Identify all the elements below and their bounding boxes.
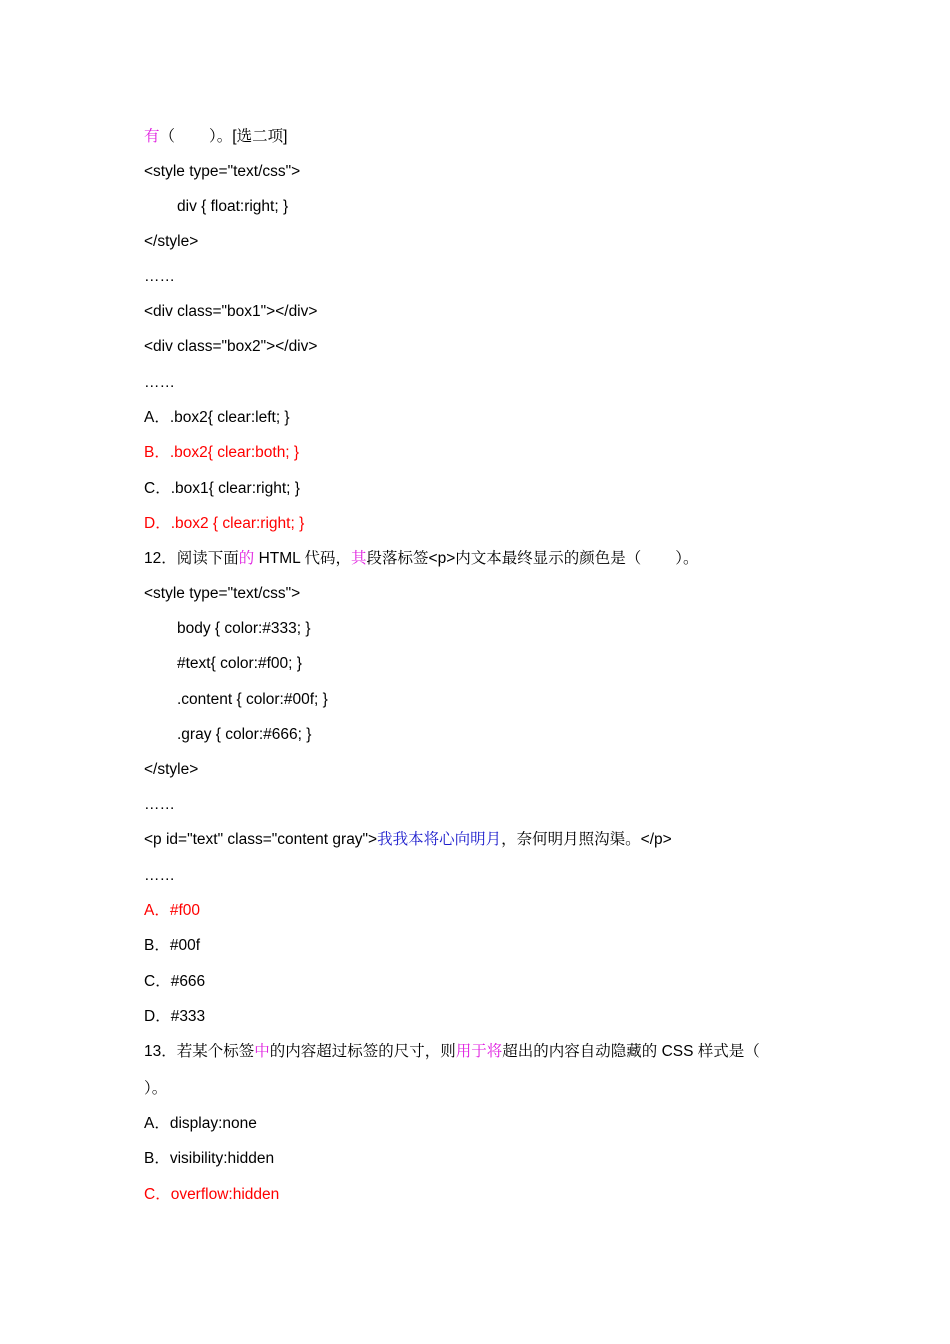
q11-code-style-close: </style> [144,233,199,250]
q12-code-rule: #text{ color:#f00; } [177,655,302,672]
q11-option-b: B．.box2{ clear:both; } [144,444,300,461]
q13-stem-highlight: 用于将 [455,1043,503,1060]
q11-code-rule: div { float:right; } [177,198,289,215]
q12-code-rule: .content { color:#00f; } [177,691,328,708]
q12-p-text-blue: 我我本将心向明月 [377,831,502,848]
q11-code-div2: <div class="box2"></div> [144,338,318,355]
q13-option-b: B．visibility:hidden [144,1150,275,1167]
q11-code-div1: <div class="box1"></div> [144,303,318,320]
q11-option-d: D．.box2 { clear:right; } [144,515,305,532]
q12-code-rule: .gray { color:#666; } [177,726,312,743]
q13-stem [144,1041,760,1063]
q12-code-style-close: </style> [144,761,199,778]
q13-stem-part: 超出的内容自动隐藏的 CSS 样式是（ [502,1043,760,1060]
q12-code-paragraph [144,829,672,851]
q13-option-c: C．overflow:hidden [144,1186,280,1203]
q12-stem [144,548,699,570]
q13-option-a: A．display:none [144,1115,257,1132]
q11-option-a: A．.box2{ clear:left; } [144,409,290,426]
q11-prefix: 有 [144,128,160,145]
q12-stem-highlight: 其 [351,550,367,567]
q12-code-rule: body { color:#333; } [177,620,311,637]
q13-stem-part: 的内容超过标签的尺寸，则 [269,1043,456,1060]
q13-stem-part: 13．若某个标签 [144,1043,255,1060]
q12-option-d: D．#333 [144,1008,206,1025]
q12-option-b: B．#00f [144,937,201,954]
q12-stem-part: 段落标签<p>内文本最终显示的颜色是（ [366,550,642,567]
q12-option-a: A．#f00 [144,902,201,919]
q12-stem-part: 12．阅读下面 [144,550,239,567]
q12-code-ellipsis: …… [144,867,175,884]
q12-p-open-tag: <p id="text" class="content gray"> [144,831,378,848]
q12-stem-highlight: 的 [238,550,255,567]
q11-stem-tail [144,126,287,148]
q11-paren-open: （ [159,128,176,145]
q12-option-c: C．#666 [144,973,206,990]
q11-code-style-open: <style type="text/css"> [144,163,301,180]
q12-code-ellipsis: …… [144,796,175,813]
q12-p-text-rest: ，奈何明月照沟渠。</p> [501,831,672,848]
q11-paren-close: ）。[选二项] [209,128,288,145]
q12-code-style-open: <style type="text/css"> [144,585,301,602]
q11-code-ellipsis: …… [144,374,175,391]
q13-stem-end: ）。 [144,1080,168,1097]
q11-code-ellipsis: …… [144,268,175,285]
q13-stem-highlight: 中 [254,1043,270,1060]
q12-stem-part: ）。 [675,550,699,567]
q12-stem-part: HTML 代码， [254,550,351,567]
q11-option-c: C．.box1{ clear:right; } [144,480,300,497]
